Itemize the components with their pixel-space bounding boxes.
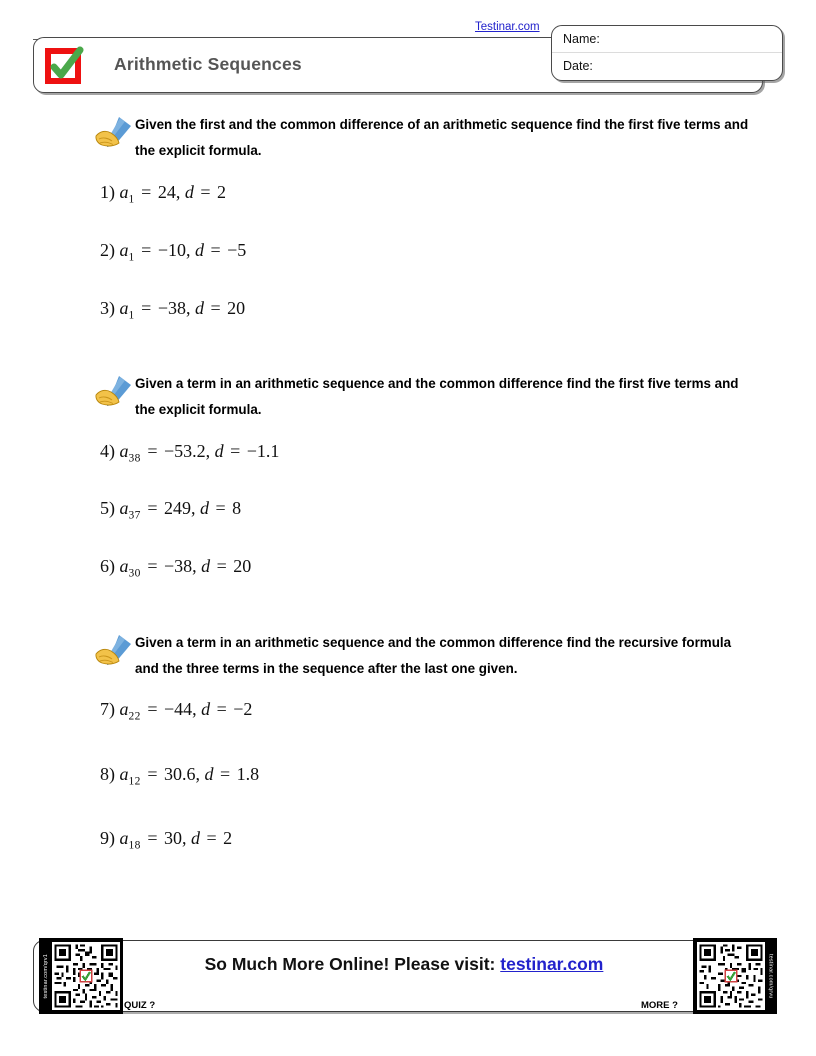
comma: , — [192, 556, 197, 576]
comma: , — [195, 764, 200, 784]
term-value: 30.6 — [163, 764, 196, 784]
term-symbol: a — [119, 556, 129, 576]
equals-sign: = — [210, 240, 221, 260]
term-value: −38 — [163, 556, 193, 576]
instruction-2 — [94, 371, 749, 423]
d-symbol: d — [201, 556, 211, 576]
equals-sign: = — [206, 828, 217, 848]
hand-writing-pencil-icon — [94, 115, 134, 149]
equals-sign: = — [147, 556, 158, 576]
term-value: −10 — [157, 240, 186, 260]
problem-8 — [100, 764, 259, 788]
term-symbol: a — [119, 182, 129, 202]
d-symbol: d — [190, 828, 200, 848]
d-value: 2 — [223, 828, 233, 848]
term-symbol: a — [119, 498, 129, 518]
comma: , — [185, 298, 191, 318]
d-symbol: d — [199, 498, 209, 518]
name-row — [552, 26, 782, 53]
term-symbol: a — [119, 441, 129, 461]
term-subscript: 37 — [128, 509, 141, 522]
d-value: 20 — [233, 556, 252, 576]
term-subscript: 1 — [128, 193, 135, 206]
d-value: 1.8 — [236, 764, 260, 784]
term-subscript: 30 — [128, 567, 141, 580]
date-label: Date: — [563, 59, 593, 73]
comma: , — [190, 498, 196, 518]
term-symbol: a — [119, 828, 129, 848]
problem-number: 6) — [100, 556, 115, 576]
qr-quiz-caption: QUIZ ? — [124, 1000, 156, 1011]
footer-text-prefix: So Much More Online! Please visit: — [204, 954, 496, 974]
d-symbol: d — [204, 764, 214, 784]
qr-code-quiz[interactable] — [39, 938, 123, 1014]
d-value: −5 — [227, 240, 247, 260]
comma: , — [181, 828, 187, 848]
equals-sign: = — [147, 828, 158, 848]
comma: , — [205, 441, 211, 461]
qr-more-block[interactable] — [641, 938, 777, 1014]
d-value: −2 — [233, 699, 253, 719]
term-subscript: 18 — [128, 839, 141, 852]
problem-number: 9) — [100, 828, 115, 848]
problem-number: 7) — [100, 699, 115, 719]
hand-writing-pencil-icon — [94, 633, 134, 667]
problem-number: 4) — [100, 441, 115, 461]
d-symbol: d — [214, 441, 224, 461]
d-value: 8 — [232, 498, 242, 518]
equals-sign: = — [230, 441, 241, 461]
qr-more-icon — [697, 942, 765, 1010]
d-symbol: d — [184, 182, 194, 202]
equals-sign: = — [210, 298, 221, 318]
instruction-1 — [94, 112, 749, 164]
qr-quiz-block[interactable] — [39, 938, 156, 1014]
d-value: 20 — [227, 298, 246, 318]
problem-number: 5) — [100, 498, 115, 518]
problem-5 — [100, 498, 241, 522]
term-subscript: 22 — [128, 710, 141, 723]
equals-sign: = — [219, 764, 231, 784]
page-header — [0, 0, 816, 96]
date-input[interactable] — [614, 53, 774, 80]
d-value: 2 — [216, 182, 226, 202]
equals-sign: = — [216, 556, 227, 576]
equals-sign: = — [141, 240, 152, 260]
equals-sign: = — [200, 182, 211, 202]
term-value: −38 — [157, 298, 186, 318]
term-symbol: a — [119, 240, 129, 260]
instruction-text: Given a term in an arithmetic sequence and the common difference find the first five terms and the explicit formula. — [135, 376, 739, 417]
comma: , — [185, 240, 191, 260]
qr-code-more[interactable] — [693, 938, 777, 1014]
problem-1 — [100, 182, 226, 206]
term-symbol: a — [119, 298, 129, 318]
term-symbol: a — [119, 699, 129, 719]
problem-number: 3) — [100, 298, 115, 318]
brand-link-testinar[interactable]: Testinar.com — [475, 21, 540, 33]
term-subscript: 38 — [128, 452, 141, 465]
qr-more-caption: MORE ? — [641, 1000, 678, 1011]
d-symbol: d — [194, 298, 204, 318]
d-symbol: d — [201, 699, 211, 719]
name-label: Name: — [563, 32, 600, 46]
d-symbol: d — [194, 240, 204, 260]
equals-sign: = — [147, 764, 158, 784]
problem-4 — [100, 441, 279, 465]
date-row — [552, 53, 782, 80]
equals-sign: = — [141, 182, 152, 202]
problem-number: 2) — [100, 240, 115, 260]
equals-sign: = — [141, 298, 152, 318]
d-value: −1.1 — [246, 441, 280, 461]
comma: , — [192, 699, 197, 719]
page-title: Arithmetic Sequences — [114, 54, 302, 74]
instruction-text: Given the first and the common difference of an arithmetic sequence find the first five terms and the explicit formula. — [135, 117, 749, 158]
problem-3 — [100, 298, 245, 322]
footer-link-testinar[interactable]: testinar.com — [500, 954, 604, 974]
name-date-box — [551, 25, 783, 81]
term-value: −53.2 — [163, 441, 206, 461]
instruction-3 — [94, 630, 749, 682]
qr-more-url-label: testinar.com/qrvu — [767, 953, 774, 999]
comma: , — [175, 182, 181, 202]
equals-sign: = — [216, 699, 227, 719]
equals-sign: = — [215, 498, 226, 518]
term-subscript: 1 — [128, 309, 135, 322]
problem-number: 1) — [100, 182, 115, 202]
checkbox-checked-icon — [45, 46, 85, 86]
qr-quiz-url-label: testinar.com/qrv1 — [42, 953, 49, 999]
problem-7 — [100, 699, 252, 723]
problem-6 — [100, 556, 251, 580]
term-subscript: 12 — [128, 775, 141, 788]
qr-quiz-icon — [52, 942, 120, 1010]
problem-number: 8) — [100, 764, 115, 784]
term-value: −44 — [163, 699, 193, 719]
name-input[interactable] — [614, 26, 774, 53]
hand-writing-pencil-icon — [94, 374, 134, 408]
term-subscript: 1 — [128, 251, 135, 264]
equals-sign: = — [147, 699, 158, 719]
term-value: 24 — [157, 182, 176, 202]
term-value: 249 — [163, 498, 191, 518]
problem-9 — [100, 828, 232, 852]
instruction-text: Given a term in an arithmetic sequence and the common difference find the recursive formula and the three terms in the sequence after the last one given. — [135, 635, 732, 676]
term-symbol: a — [119, 764, 129, 784]
problem-2 — [100, 240, 246, 264]
equals-sign: = — [147, 441, 158, 461]
equals-sign: = — [147, 498, 158, 518]
footer-promo-text — [34, 954, 774, 975]
term-value: 30 — [163, 828, 182, 848]
